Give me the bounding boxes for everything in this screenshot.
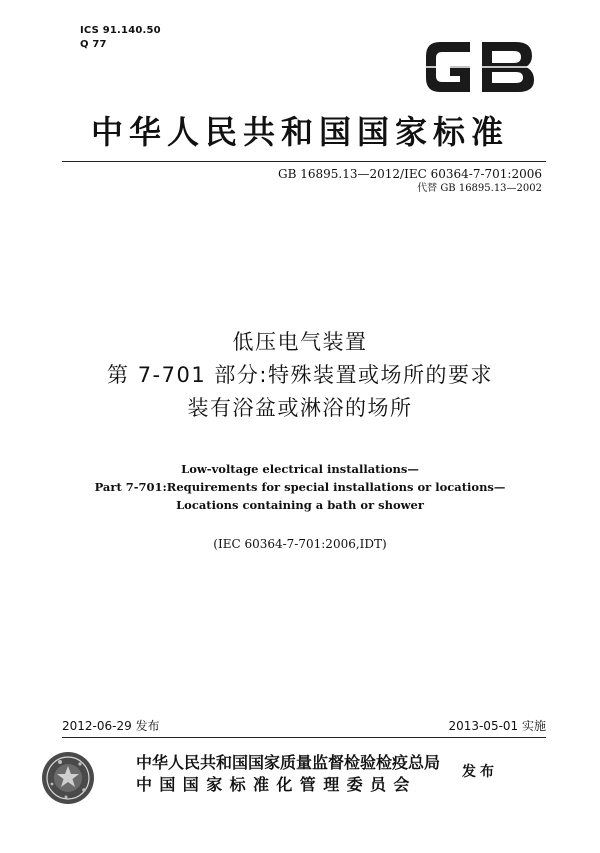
bottom-divider [62, 737, 546, 738]
standard-number: GB 16895.13—2012/IEC 60364-7-701:2006 [278, 167, 542, 181]
english-title-line-1: Low-voltage electrical installations— [181, 462, 419, 476]
national-standard-heading: 中华人民共和国国家标准 [90, 113, 509, 151]
classification-codes [80, 24, 161, 52]
chinese-title [40, 326, 560, 425]
date-row [62, 718, 546, 736]
official-seal-icon [40, 750, 96, 806]
top-divider [62, 161, 546, 162]
chinese-title-line-3: 装有浴盆或淋浴的场所 [187, 396, 413, 420]
issuer-sac: 中国国家标准化管理委员会 [136, 775, 417, 794]
issuer-aqsiq: 中华人民共和国国家质量监督检验检疫总局 [136, 753, 441, 772]
english-title-line-2: Part 7-701:Requirements for special installations or locations— [94, 480, 506, 494]
ccs-code: Q 77 [80, 39, 107, 50]
issuing-authorities [136, 752, 440, 796]
gb-logo [420, 32, 540, 102]
chinese-title-line-1: 低压电气装置 [232, 330, 368, 354]
equivalence-note: (IEC 60364-7-701:2006,IDT) [213, 537, 387, 551]
issue-label: 发布 [462, 764, 498, 780]
ics-code: ICS 91.140.50 [80, 25, 161, 36]
english-title-line-3: Locations containing a bath or shower [176, 498, 424, 512]
issue-date: 2012-06-29 发布 [62, 719, 160, 733]
chinese-title-line-2: 第 7-701 部分:特殊装置或场所的要求 [107, 363, 493, 387]
english-title [40, 460, 560, 514]
effective-date: 2013-05-01 实施 [448, 719, 546, 733]
replaces-note: 代替 GB 16895.13—2002 [417, 183, 542, 194]
